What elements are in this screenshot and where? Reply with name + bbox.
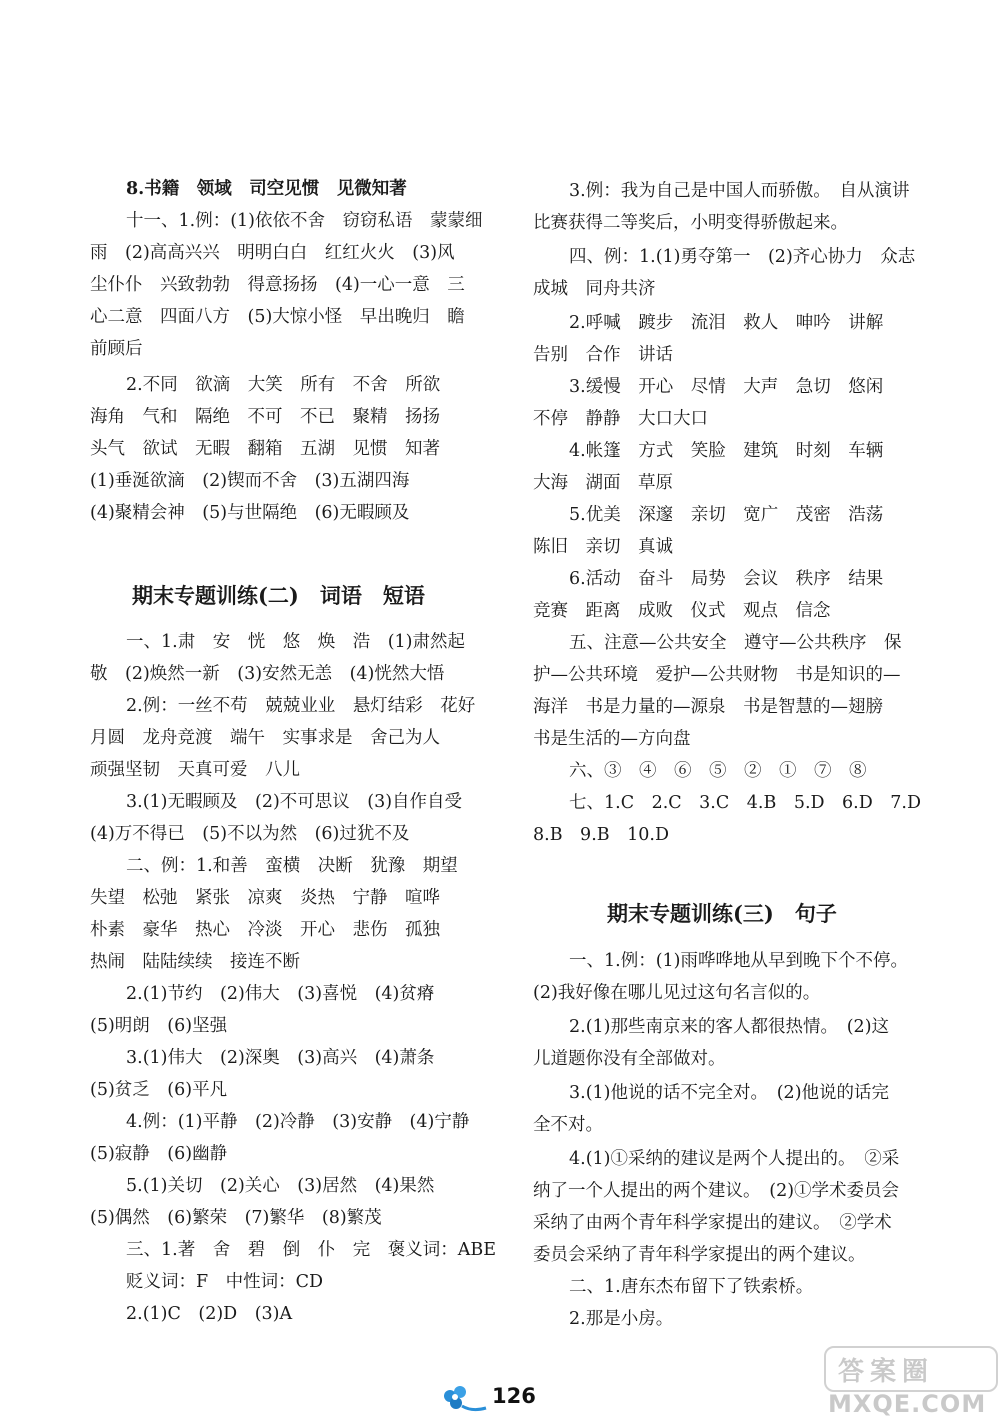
right-line-4: 2.呼喊 踱步 流泪 救人 呻吟 讲解: [569, 313, 884, 333]
watermark-logo-text: 答案圈: [838, 1357, 935, 1387]
left-line-14: 月圆 龙舟竞渡 端午 实事求是 舍己为人: [90, 728, 440, 748]
flower-icon: [440, 1382, 488, 1416]
left-line-26: 4.例：(1)平静 (2)冷静 (3)安静 (4)宁静: [126, 1112, 470, 1132]
right-line-28: 纳了一个人提出的两个建议。 (2)①学术委员会: [533, 1181, 900, 1201]
right-line-1: 比赛获得二等奖后，小明变得骄傲起来。: [533, 213, 848, 233]
right-line-8: 4.帐篷 方式 笑脸 建筑 时刻 车辆: [569, 441, 884, 461]
right-line-5: 告别 合作 讲话: [533, 345, 673, 365]
right-line-19: 七、1.C 2.C 3.C 4.B 5.D 6.D 7.D: [569, 793, 921, 813]
right-line-26: 全不对。: [533, 1115, 603, 1135]
left-line-28: 5.(1)关切 (2)关心 (3)居然 (4)果然: [126, 1176, 435, 1196]
right-line-23: 2.(1)那些南京来的客人都很热情。 (2)这: [569, 1017, 890, 1037]
watermark: [824, 1346, 994, 1424]
section-title-3: 期末专题训练(三) 句子: [607, 901, 837, 926]
left-line-24: 3.(1)伟大 (2)深奥 (3)高兴 (4)萧条: [126, 1048, 435, 1068]
right-line-32: 2.那是小房。: [569, 1309, 674, 1329]
left-line-2: 雨 (2)高高兴兴 明明白白 红红火火 (3)风: [90, 243, 455, 263]
left-line-7: 海角 气和 隔绝 不可 不已 聚精 扬扬: [90, 407, 440, 427]
left-line-13: 2.例：一丝不苟 兢兢业业 悬灯结彩 花好: [126, 696, 476, 716]
right-line-11: 陈旧 亲切 真诚: [533, 537, 673, 557]
right-line-20: 8.B 9.B 10.D: [533, 825, 669, 845]
left-line-11: 一、1.肃 安 恍 悠 焕 浩 (1)肃然起: [126, 632, 465, 652]
watermark-url: MXQE.COM: [828, 1390, 987, 1418]
left-line-9: (1)垂涎欲滴 (2)锲而不舍 (3)五湖四海: [90, 471, 410, 491]
left-line-5: 前顾后: [90, 339, 143, 359]
left-line-19: 失望 松弛 紧张 凉爽 炎热 宁静 喧哗: [90, 888, 440, 908]
left-line-8: 头气 欲试 无暇 翻箱 五湖 见惯 知著: [90, 439, 440, 459]
right-line-30: 委员会采纳了青年科学家提出的两个建议。: [533, 1245, 866, 1265]
right-line-10: 5.优美 深邃 亲切 宽广 茂密 浩荡: [569, 505, 884, 525]
right-line-24: 儿道题你没有全部做对。: [533, 1049, 726, 1069]
right-line-15: 护—公共环境 爱护—公共财物 书是知识的—: [533, 665, 901, 685]
left-line-1: 十一、1.例：(1)依依不舍 窃窃私语 蒙蒙细: [126, 211, 483, 231]
right-line-0: 3.例：我为自己是中国人而骄傲。 自从演讲: [569, 181, 910, 201]
left-line-31: 贬义词：F 中性词：CD: [126, 1272, 324, 1292]
section-title-2: 期末专题训练(二) 词语 短语: [132, 583, 425, 608]
right-line-18: 六、③ ④ ⑥ ⑤ ② ① ⑦ ⑧: [569, 761, 867, 781]
left-line-3: 尘仆仆 兴致勃勃 得意扬扬 (4)一心一意 三: [90, 275, 465, 295]
right-line-13: 竞赛 距离 成败 仪式 观点 信念: [533, 601, 831, 621]
right-line-12: 6.活动 奋斗 局势 会议 秩序 结果: [569, 569, 884, 589]
right-line-6: 3.缓慢 开心 尽情 大声 急切 悠闲: [569, 377, 884, 397]
left-line-6: 2.不同 欲滴 大笑 所有 不舍 所欲: [126, 375, 441, 395]
right-line-9: 大海 湖面 草原: [533, 473, 673, 493]
left-line-0: 8.书籍 领域 司空见惯 见微知著: [126, 179, 407, 199]
left-line-20: 朴素 豪华 热心 冷淡 开心 悲伤 孤独: [90, 920, 440, 940]
right-line-16: 海洋 书是力量的—源泉 书是智慧的—翅膀: [533, 697, 883, 717]
right-line-31: 二、1.唐东杰布留下了铁索桥。: [569, 1277, 814, 1297]
left-line-18: 二、例：1.和善 蛮横 决断 犹豫 期望: [126, 856, 458, 876]
right-line-7: 不停 静静 大口大口: [533, 409, 708, 429]
right-line-27: 4.(1)①采纳的建议是两个人提出的。 ②采: [569, 1149, 900, 1169]
right-line-22: (2)我好像在哪儿见过这句名言似的。: [533, 983, 821, 1003]
left-line-17: (4)万不得已 (5)不以为然 (6)过犹不及: [90, 824, 410, 844]
right-line-2: 四、例：1.(1)勇夺第一 (2)齐心协力 众志: [569, 247, 916, 267]
right-line-14: 五、注意—公共安全 遵守—公共秩序 保: [569, 633, 902, 653]
left-line-10: (4)聚精会神 (5)与世隔绝 (6)无暇顾及: [90, 503, 410, 523]
right-line-29: 采纳了由两个青年科学家提出的建议。 ②学术: [533, 1213, 892, 1233]
left-line-22: 2.(1)节约 (2)伟大 (3)喜悦 (4)贫瘠: [126, 984, 435, 1004]
left-line-15: 顽强坚韧 天真可爱 八儿: [90, 760, 300, 780]
left-line-30: 三、1.著 舍 碧 倒 仆 完 褒义词：ABE: [126, 1240, 496, 1260]
left-line-32: 2.(1)C (2)D (3)A: [126, 1304, 293, 1324]
page-footer: [440, 1378, 580, 1418]
left-line-25: (5)贫乏 (6)平凡: [90, 1080, 228, 1100]
left-line-23: (5)明朗 (6)坚强: [90, 1016, 228, 1036]
left-line-21: 热闹 陆陆续续 接连不断: [90, 952, 300, 972]
left-line-27: (5)寂静 (6)幽静: [90, 1144, 228, 1164]
left-line-29: (5)偶然 (6)繁荣 (7)繁华 (8)繁茂: [90, 1208, 382, 1228]
left-line-12: 敬 (2)焕然一新 (3)安然无恙 (4)恍然大悟: [90, 664, 445, 684]
right-line-21: 一、1.例：(1)雨哗哗地从早到晚下个不停。: [569, 951, 908, 971]
right-line-25: 3.(1)他说的话不完全对。 (2)他说的话完: [569, 1083, 890, 1103]
left-line-4: 心二意 四面八方 (5)大惊小怪 早出晚归 瞻: [90, 307, 465, 327]
right-line-17: 书是生活的—方向盘: [533, 729, 691, 749]
right-line-3: 成城 同舟共济: [533, 279, 656, 299]
left-line-16: 3.(1)无暇顾及 (2)不可思议 (3)自作自受: [126, 792, 463, 812]
page-number: 126: [492, 1384, 536, 1408]
